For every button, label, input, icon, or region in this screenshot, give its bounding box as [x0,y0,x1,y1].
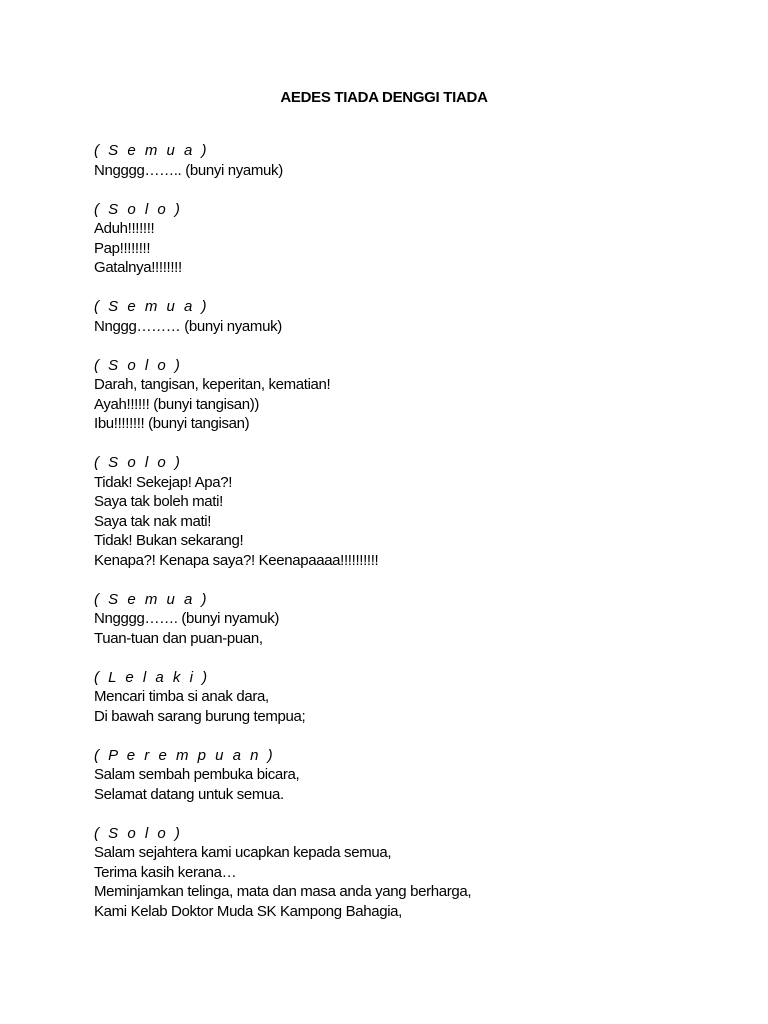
dialogue-block [94,590,694,649]
dialogue-line: Tidak! Sekejap! Apa?! [94,473,233,491]
dialogue-line: Kami Kelab Doktor Muda SK Kampong Bahagia, [94,902,402,920]
speaker-label: ( S e m u a ) [94,298,210,315]
dialogue-block [94,141,694,180]
speaker-label: ( S o l o ) [94,200,183,218]
speaker-label: ( L e l a k i ) [94,668,210,686]
dialogue-line: Darah, tangisan, keperitan, kematian! [94,376,331,393]
speaker-label: ( S e m u a ) [94,142,210,159]
dialogue-line: Gatalnya!!!!!!!! [94,259,182,276]
dialogue-line: Pap!!!!!!!! [94,239,151,257]
dialogue-line: Nngggg……. (bunyi nyamuk) [94,610,280,627]
dialogue-line: Meminjamkan telinga, mata dan masa anda yang berharga, [94,883,472,900]
speaker-label: ( P e r e m p u a n ) [94,746,276,764]
speaker-label: ( S o l o ) [94,824,183,842]
dialogue-line: Nngggg…….. (bunyi nyamuk) [94,161,283,179]
dialogue-line: Salam sembah pembuka bicara, [94,766,300,783]
dialogue-line: Di bawah sarang burung tempua; [94,707,306,725]
dialogue-line: Saya tak boleh mati! [94,493,223,510]
script-body [94,141,694,941]
dialogue-line: Salam sejahtera kami ucapkan kepada semua, [94,844,392,861]
dialogue-line: Ibu!!!!!!!! (bunyi tangisan) [94,415,250,432]
dialogue-block [94,453,694,570]
dialogue-block [94,746,694,805]
dialogue-line: Ayah!!!!!! (bunyi tangisan)) [94,395,260,413]
speaker-label: ( S e m u a ) [94,590,210,608]
speaker-label: ( S o l o ) [94,356,183,374]
dialogue-line: Tuan-tuan dan puan-puan, [94,629,263,647]
dialogue-block [94,297,694,336]
dialogue-line: Aduh!!!!!!! [94,220,155,237]
dialogue-block [94,356,694,434]
dialogue-block [94,824,694,922]
dialogue-line: Nnggg……… (bunyi nyamuk) [94,317,282,335]
dialogue-line: Mencari timba si anak dara, [94,688,269,705]
dialogue-line: Kenapa?! Kenapa saya?! Keenapaaaa!!!!!!!!!! [94,551,379,569]
dialogue-line: Selamat datang untuk semua. [94,785,284,803]
dialogue-line: Tidak! Bukan sekarang! [94,532,244,549]
document-title: AEDES TIADA DENGGI TIADA [280,89,488,106]
dialogue-line: Terima kasih kerana… [94,863,237,881]
dialogue-block [94,668,694,727]
dialogue-block [94,200,694,278]
speaker-label: ( S o l o ) [94,454,183,471]
dialogue-line: Saya tak nak mati! [94,512,212,530]
